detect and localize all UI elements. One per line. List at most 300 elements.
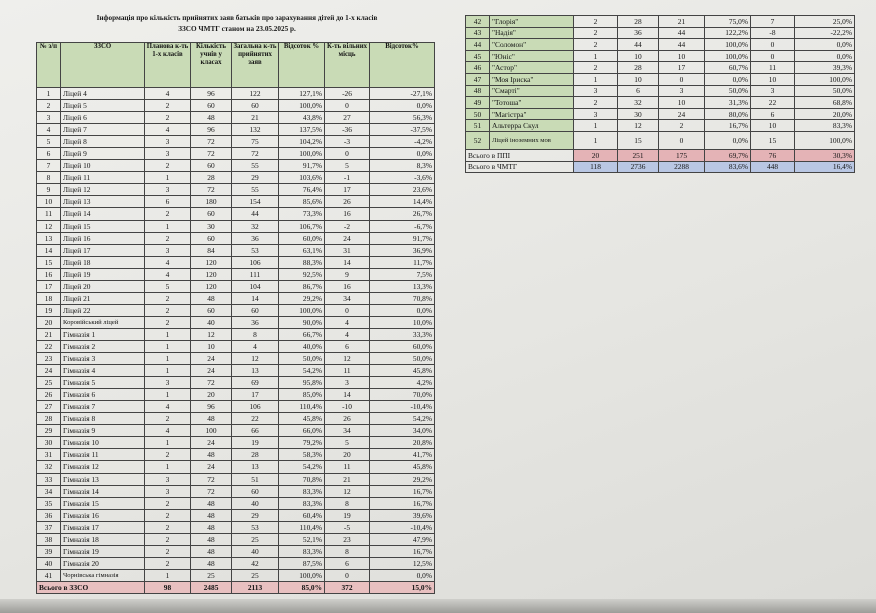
table-cell: 18	[37, 292, 61, 304]
table-cell: 137,5%	[279, 124, 325, 136]
column-header: Загальна к-ть прийнятих заяв	[232, 43, 279, 88]
table-cell: "Магістра"	[490, 108, 574, 120]
table-cell: 23	[325, 533, 370, 545]
table-cell: 26	[325, 413, 370, 425]
table-cell: 20	[325, 449, 370, 461]
table-cell: 25	[191, 569, 232, 581]
table-row	[37, 557, 435, 569]
table-cell: 11	[37, 208, 61, 220]
table-cell: 70,8%	[370, 292, 435, 304]
table-cell: 50,0%	[279, 353, 325, 365]
table-cell: Гімназія 2	[61, 340, 145, 352]
table-row	[37, 304, 435, 316]
table-cell: 1	[145, 172, 191, 184]
table-row	[37, 449, 435, 461]
table-cell: 4,2%	[370, 377, 435, 389]
table-cell: 85,0%	[279, 389, 325, 401]
table-cell: 21	[325, 473, 370, 485]
table-cell: 20,8%	[370, 437, 435, 449]
table-cell: 0	[325, 569, 370, 581]
table-cell: 23	[37, 353, 61, 365]
table-cell: 31,3%	[705, 97, 751, 109]
table-cell: 32	[37, 461, 61, 473]
table-cell: 100,0%	[279, 569, 325, 581]
table-cell: 12	[232, 353, 279, 365]
table-cell: Гімназія 3	[61, 353, 145, 365]
total-cell: 2113	[232, 581, 279, 593]
table-cell: 4	[145, 425, 191, 437]
table-row	[37, 497, 435, 509]
table-row	[37, 473, 435, 485]
table-cell: 0,0%	[795, 39, 855, 51]
table-cell: 2	[145, 497, 191, 509]
table-cell: 42	[466, 16, 490, 28]
table-cell: 0,0%	[705, 131, 751, 149]
table-cell: 0	[659, 73, 705, 85]
total-chmtg-row	[466, 161, 855, 173]
table-cell: 100,0%	[279, 304, 325, 316]
table-cell: Ліцей 22	[61, 304, 145, 316]
total-cell: Всього в ППІ	[466, 149, 574, 161]
table-cell: 2	[659, 120, 705, 132]
table-cell: 69	[232, 377, 279, 389]
table-row	[466, 50, 855, 62]
table-cell: 76,4%	[279, 184, 325, 196]
table-cell: Гімназія 18	[61, 533, 145, 545]
table-cell: 1	[145, 437, 191, 449]
table-row	[37, 148, 435, 160]
table-cell: 44	[618, 39, 659, 51]
table-cell: 33	[37, 473, 61, 485]
table-cell: 92,5%	[279, 268, 325, 280]
table-row	[37, 340, 435, 352]
page-shadow	[0, 599, 876, 613]
table-cell: Ліцей 14	[61, 208, 145, 220]
table-row	[37, 401, 435, 413]
table-cell: 45	[466, 50, 490, 62]
table-cell: 2	[145, 232, 191, 244]
table-cell: Гімназія 16	[61, 509, 145, 521]
table-cell: 75	[232, 136, 279, 148]
table-cell: 42	[232, 557, 279, 569]
table-cell: 48	[466, 85, 490, 97]
table-cell: 51	[232, 473, 279, 485]
table-cell: 120	[191, 268, 232, 280]
table-cell: 50,0%	[370, 353, 435, 365]
table-cell: 12	[325, 485, 370, 497]
table-cell: 36	[37, 509, 61, 521]
table-cell: Гімназія 12	[61, 461, 145, 473]
table-cell: 22	[232, 413, 279, 425]
table-cell: 60	[232, 304, 279, 316]
table-cell: 2	[145, 100, 191, 112]
table-cell: 0,0%	[370, 304, 435, 316]
table-cell: Ліцей 15	[61, 220, 145, 232]
table-cell: 17	[37, 280, 61, 292]
table-cell: 8,3%	[370, 160, 435, 172]
total-cell: 69,7%	[705, 149, 751, 161]
table-cell: 5	[145, 280, 191, 292]
table-cell: 20	[191, 389, 232, 401]
table-cell: 9	[325, 268, 370, 280]
table-cell: 25	[232, 533, 279, 545]
table-cell: 2	[145, 533, 191, 545]
table-cell: 80,0%	[705, 108, 751, 120]
table-cell: 2	[574, 39, 618, 51]
table-cell: 44	[232, 208, 279, 220]
total-cell: 30,3%	[795, 149, 855, 161]
total-cell: 251	[618, 149, 659, 161]
table-cell: 104	[232, 280, 279, 292]
table-row	[37, 100, 435, 112]
table-cell: 0,0%	[370, 569, 435, 581]
table-row	[37, 316, 435, 328]
table-cell: 0	[659, 131, 705, 149]
table-row	[37, 88, 435, 100]
table-cell: 8	[37, 172, 61, 184]
table-cell: Ліцей 16	[61, 232, 145, 244]
table-cell: 1	[145, 340, 191, 352]
table-cell: 87,5%	[279, 557, 325, 569]
table-cell: 106	[232, 256, 279, 268]
table-cell: 34	[325, 292, 370, 304]
table-cell: 24	[325, 232, 370, 244]
table-cell: 88,3%	[279, 256, 325, 268]
table-cell: "Надія"	[490, 27, 574, 39]
table-cell: Гімназія 9	[61, 425, 145, 437]
table-cell: 11	[325, 365, 370, 377]
table-cell: 25,0%	[795, 16, 855, 28]
table-cell: 95,8%	[279, 377, 325, 389]
table-cell: Ліцей 17	[61, 244, 145, 256]
table-cell: 12	[37, 220, 61, 232]
title-line-2: ЗЗСО ЧМТГ станом на 23.05.2025 р.	[178, 25, 296, 33]
table-cell: Ліцей 21	[61, 292, 145, 304]
table-cell: 54,2%	[370, 413, 435, 425]
table-cell: 50,0%	[795, 85, 855, 97]
table-cell: 2	[574, 62, 618, 74]
table-cell: 3	[574, 108, 618, 120]
table-cell: 6	[145, 196, 191, 208]
table-cell: 84	[191, 244, 232, 256]
table-cell: 4	[232, 340, 279, 352]
table-cell: 6	[325, 340, 370, 352]
table-cell: 48	[191, 509, 232, 521]
table-cell: 72	[191, 473, 232, 485]
table-cell: 72	[191, 184, 232, 196]
table-cell: Ліцей 4	[61, 88, 145, 100]
table-cell: Гімназія 20	[61, 557, 145, 569]
table-cell: 44	[659, 27, 705, 39]
table-cell: 75,0%	[705, 16, 751, 28]
table-cell: 17	[232, 389, 279, 401]
table-cell: 1	[37, 88, 61, 100]
table-cell: Ліцей 18	[61, 256, 145, 268]
table-cell: 70,8%	[279, 473, 325, 485]
table-cell: 46	[466, 62, 490, 74]
table-cell: 29,2%	[279, 292, 325, 304]
table-cell: 60,4%	[279, 509, 325, 521]
table-cell: -26	[325, 88, 370, 100]
table-cell: 36,9%	[370, 244, 435, 256]
table-cell: 106,7%	[279, 220, 325, 232]
table-cell: 15	[618, 131, 659, 149]
table-cell: 28	[232, 449, 279, 461]
table-cell: 50	[466, 108, 490, 120]
table-cell: Ліцей 8	[61, 136, 145, 148]
table-cell: 3	[145, 184, 191, 196]
table-cell: 154	[232, 196, 279, 208]
table-cell: -1	[325, 172, 370, 184]
table-cell: 3	[659, 85, 705, 97]
table-cell: 40	[37, 557, 61, 569]
table-cell: -10,4%	[370, 521, 435, 533]
table-cell: 3	[145, 244, 191, 256]
table-cell: 35	[37, 497, 61, 509]
table-cell: 6	[37, 148, 61, 160]
table-cell: 3	[145, 377, 191, 389]
table-cell: Гімназія 11	[61, 449, 145, 461]
table-cell: 40,0%	[279, 340, 325, 352]
column-header: Відсоток%	[370, 43, 435, 88]
table-cell: 10	[191, 340, 232, 352]
table-cell: 3	[751, 85, 795, 97]
document-title	[36, 13, 438, 35]
table-row	[37, 136, 435, 148]
table-cell: 36	[232, 316, 279, 328]
table-cell: 7	[751, 16, 795, 28]
table-cell: 29	[37, 425, 61, 437]
table-row	[37, 160, 435, 172]
table-cell: 12	[325, 353, 370, 365]
table-cell: 48	[191, 557, 232, 569]
table-cell: 51	[466, 120, 490, 132]
table-cell: 86,7%	[279, 280, 325, 292]
total-cell: 372	[325, 581, 370, 593]
table-cell: 110,4%	[279, 401, 325, 413]
table-cell: 25	[37, 377, 61, 389]
table-row	[466, 39, 855, 51]
table-cell: 60,0%	[279, 232, 325, 244]
table-cell: 55	[232, 184, 279, 196]
table-cell: 34	[37, 485, 61, 497]
total-cell: Всього в ЗЗСО	[37, 581, 145, 593]
table-row	[37, 545, 435, 557]
total-cell: 16,4%	[795, 161, 855, 173]
table-cell: 40	[232, 545, 279, 557]
table-cell: 28	[191, 172, 232, 184]
table-cell: 1	[145, 365, 191, 377]
table-cell: 3	[145, 148, 191, 160]
table-cell: 1	[574, 120, 618, 132]
table-cell: 17	[659, 62, 705, 74]
table-row	[37, 425, 435, 437]
table-cell: 14	[325, 256, 370, 268]
table-row	[37, 208, 435, 220]
schools-table	[36, 42, 435, 594]
table-cell: Гімназія 15	[61, 497, 145, 509]
table-cell: 2	[145, 112, 191, 124]
table-cell: 26	[325, 196, 370, 208]
table-cell: 5	[325, 437, 370, 449]
table-cell: 3	[145, 473, 191, 485]
table-cell: 40	[232, 497, 279, 509]
table-cell: 48	[191, 521, 232, 533]
private-schools-table	[465, 15, 855, 173]
table-cell: 60,0%	[370, 340, 435, 352]
table-cell: 44	[659, 39, 705, 51]
table-cell: 3	[37, 112, 61, 124]
total-cell: 15,0%	[370, 581, 435, 593]
table-cell: 32	[232, 220, 279, 232]
table-row	[37, 256, 435, 268]
table-cell: 4	[145, 124, 191, 136]
table-cell: 83,3%	[279, 485, 325, 497]
table-cell: 72	[232, 148, 279, 160]
table-cell: 5	[325, 160, 370, 172]
table-cell: 2	[145, 545, 191, 557]
table-cell: 96	[191, 401, 232, 413]
table-cell: 68,8%	[795, 97, 855, 109]
table-cell: 38	[37, 533, 61, 545]
table-cell: 96	[191, 88, 232, 100]
table-cell: 1	[574, 50, 618, 62]
table-cell: 48	[191, 533, 232, 545]
table-cell: 53	[232, 521, 279, 533]
table-cell: 10,0%	[370, 316, 435, 328]
table-cell: 43	[466, 27, 490, 39]
table-cell: 100	[191, 425, 232, 437]
total-cell: 83,6%	[705, 161, 751, 173]
table-row	[37, 437, 435, 449]
column-header: К-ть вільних місць	[325, 43, 370, 88]
table-row	[37, 485, 435, 497]
table-cell: Ліцей 13	[61, 196, 145, 208]
table-cell: 58,3%	[279, 449, 325, 461]
table-cell: -10,4%	[370, 401, 435, 413]
table-cell: 2	[145, 304, 191, 316]
total-cell: 20	[574, 149, 618, 161]
table-cell: 66	[232, 425, 279, 437]
table-cell: 54,2%	[279, 365, 325, 377]
table-row	[37, 413, 435, 425]
table-cell: -6,7%	[370, 220, 435, 232]
table-cell: 72	[191, 148, 232, 160]
table-cell: 2	[145, 208, 191, 220]
table-cell: 60	[232, 100, 279, 112]
total-ppsh-row	[466, 149, 855, 161]
table-cell: 37	[37, 521, 61, 533]
total-cell: 2485	[191, 581, 232, 593]
table-cell: 13,3%	[370, 280, 435, 292]
table-cell: 79,2%	[279, 437, 325, 449]
table-cell: Ліцей іноземних мов	[490, 131, 574, 149]
table-cell: 60	[232, 485, 279, 497]
table-cell: -2	[325, 220, 370, 232]
table-cell: 2	[145, 292, 191, 304]
table-cell: 10	[618, 73, 659, 85]
table-cell: 48	[191, 545, 232, 557]
table-cell: 19	[37, 304, 61, 316]
table-cell: 0	[751, 50, 795, 62]
table-cell: 3	[145, 136, 191, 148]
total-cell: 2288	[659, 161, 705, 173]
table-cell: -10	[325, 401, 370, 413]
table-cell: 26	[37, 389, 61, 401]
table-cell: 60	[191, 160, 232, 172]
table-row	[37, 509, 435, 521]
table-cell: 63,1%	[279, 244, 325, 256]
table-cell: 2	[145, 449, 191, 461]
table-cell: Гімназія 8	[61, 413, 145, 425]
table-cell: 1	[145, 220, 191, 232]
table-cell: 7,5%	[370, 268, 435, 280]
table-cell: 27	[37, 401, 61, 413]
table-cell: 100,0%	[705, 39, 751, 51]
table-cell: 39	[37, 545, 61, 557]
table-cell: "Астор"	[490, 62, 574, 74]
table-cell: 2	[37, 100, 61, 112]
table-cell: 47	[466, 73, 490, 85]
table-cell: 0,0%	[370, 100, 435, 112]
table-cell: Ліцей 6	[61, 112, 145, 124]
table-cell: 0	[751, 39, 795, 51]
table-cell: 14	[325, 389, 370, 401]
table-cell: 13	[37, 232, 61, 244]
table-cell: 103,6%	[279, 172, 325, 184]
table-cell: 16	[325, 280, 370, 292]
table-cell: Гімназія 10	[61, 437, 145, 449]
table-cell: 13	[232, 461, 279, 473]
table-cell: 21	[232, 112, 279, 124]
table-cell: 41	[37, 569, 61, 581]
table-cell: 28	[618, 16, 659, 28]
table-cell: 24	[659, 108, 705, 120]
table-cell: 60,7%	[705, 62, 751, 74]
table-cell: Ліцей 10	[61, 160, 145, 172]
column-header: Відсоток %	[279, 43, 325, 88]
table-cell: 31	[37, 449, 61, 461]
table-cell: 29,2%	[370, 473, 435, 485]
table-cell: 21	[659, 16, 705, 28]
table-cell: 27	[325, 112, 370, 124]
table-row	[37, 280, 435, 292]
table-cell: 47,9%	[370, 533, 435, 545]
table-cell: 55	[232, 160, 279, 172]
table-row	[466, 97, 855, 109]
table-cell: 45,8%	[370, 461, 435, 473]
table-cell: 83,3%	[279, 545, 325, 557]
table-cell: 10	[618, 50, 659, 62]
table-cell: 20,0%	[795, 108, 855, 120]
table-row	[37, 461, 435, 473]
table-cell: 72	[191, 377, 232, 389]
table-cell: 31	[325, 244, 370, 256]
table-cell: 34	[325, 425, 370, 437]
table-cell: 24	[191, 353, 232, 365]
table-cell: Альтерра Скул	[490, 120, 574, 132]
table-cell: 49	[466, 97, 490, 109]
table-cell: 122,2%	[705, 27, 751, 39]
table-cell: 100,0%	[795, 131, 855, 149]
table-cell: 2	[145, 509, 191, 521]
table-cell: 11	[751, 62, 795, 74]
table-row	[37, 172, 435, 184]
table-cell: 4	[145, 268, 191, 280]
table-cell: Ліцей 9	[61, 148, 145, 160]
table-row	[37, 365, 435, 377]
table-cell: 44	[466, 39, 490, 51]
